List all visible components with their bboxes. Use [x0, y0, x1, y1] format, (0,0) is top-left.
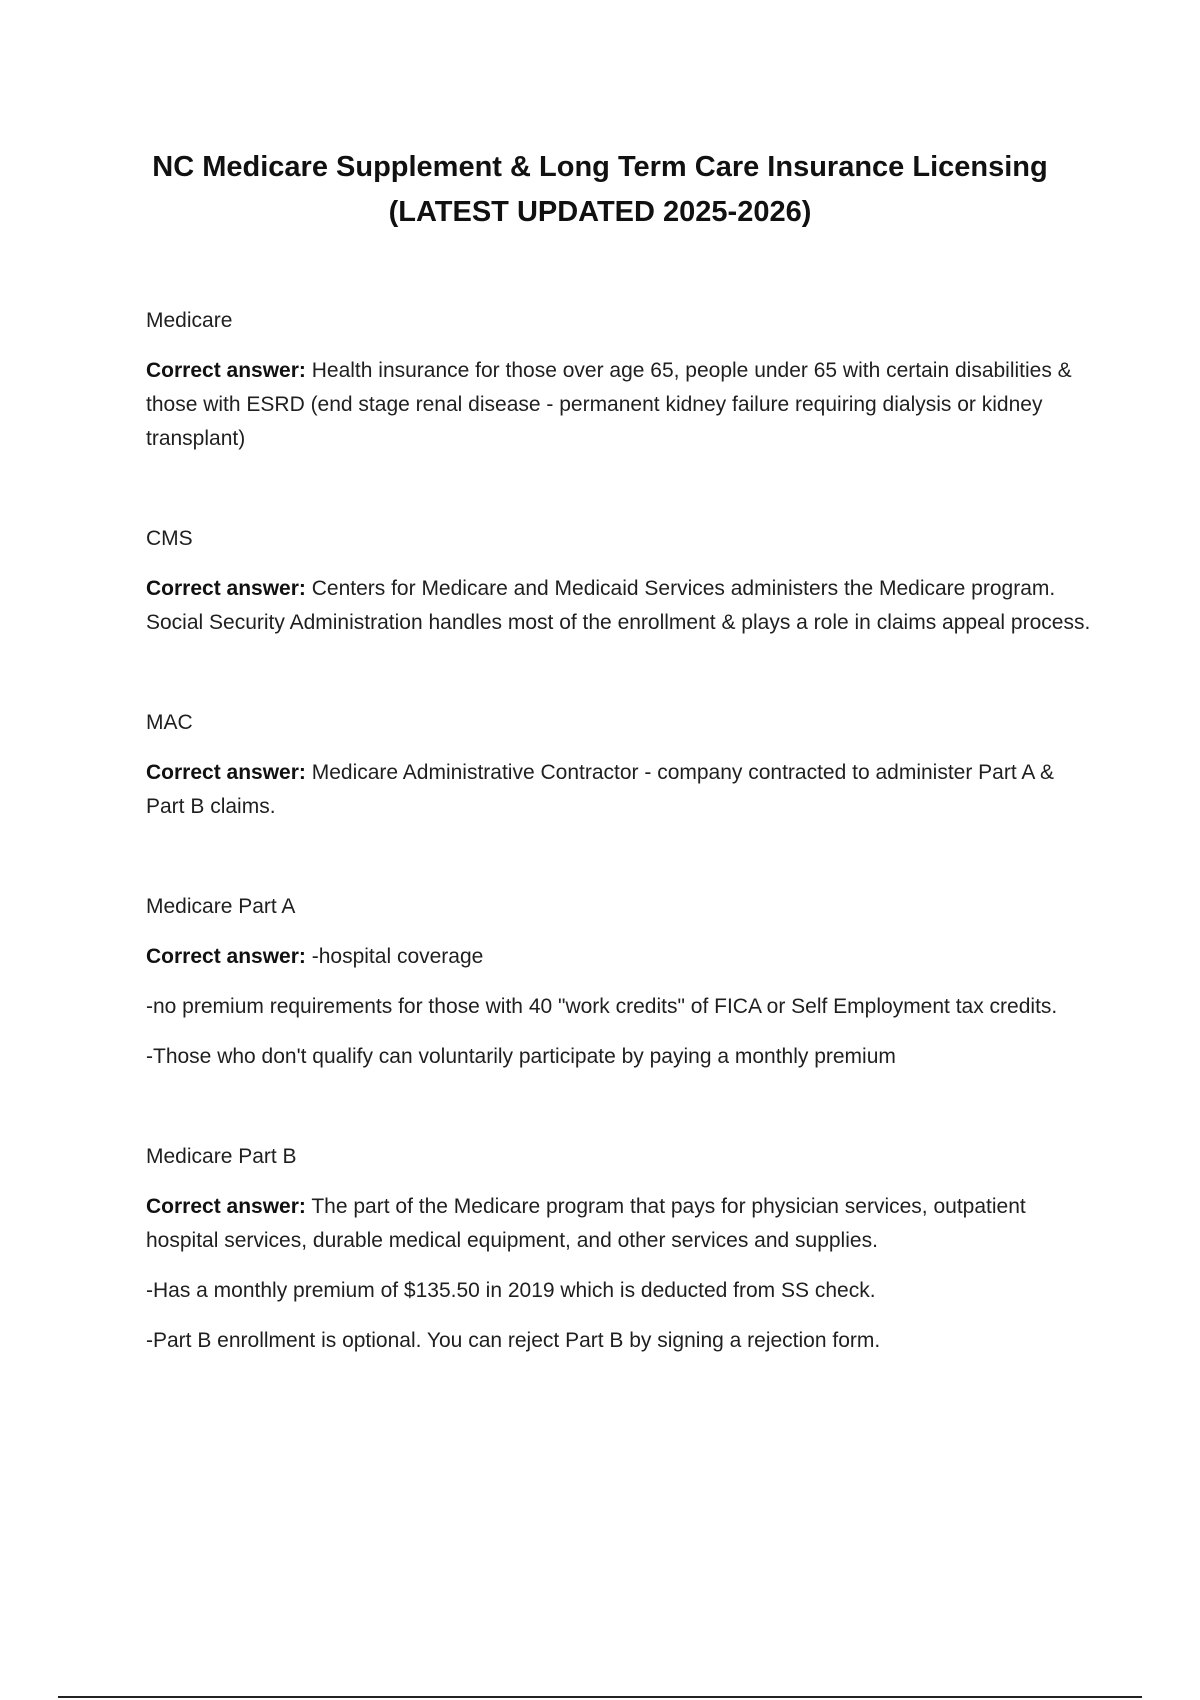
answer-paragraph	[146, 756, 1091, 824]
correct-answer-label: Correct answer:	[146, 359, 306, 382]
answer-text: Health insurance for those over age 65, people under 65 with certain disabilities & those with ESRD (end stage renal disease - permanent kidney failure requiring dialysis or kidney transplant)	[146, 359, 1072, 450]
answer-paragraph	[146, 354, 1091, 456]
answer-paragraph	[146, 940, 1091, 974]
qa-item-mac	[146, 706, 1091, 824]
question-term: Medicare Part A	[146, 895, 296, 918]
answer-paragraph: -Has a monthly premium of $135.50 in 2019 which is deducted from SS check.	[146, 1279, 876, 1302]
question-term: CMS	[146, 527, 193, 550]
correct-answer-label: Correct answer:	[146, 945, 306, 968]
qa-item-medicare-part-a	[146, 890, 1091, 1074]
footer-divider	[58, 1696, 1142, 1698]
answer-text: The part of the Medicare program that pays for physician services, outpatient hospital services, durable medical equipment, and other services and supplies.	[146, 1195, 1026, 1252]
qa-item-medicare	[146, 304, 1091, 456]
correct-answer-label: Correct answer:	[146, 577, 306, 600]
answer-text: Centers for Medicare and Medicaid Services administers the Medicare program. Social Security Administration handles most of the enrollment & plays a role in claims appeal process.	[146, 577, 1091, 634]
correct-answer-label: Correct answer:	[146, 761, 306, 784]
qa-item-medicare-part-b	[146, 1140, 1091, 1358]
answer-text: -hospital coverage	[311, 945, 484, 968]
question-term: Medicare	[146, 309, 233, 332]
question-term: Medicare Part B	[146, 1145, 297, 1168]
document-title	[80, 145, 1120, 235]
answer-paragraph	[146, 1190, 1091, 1258]
correct-answer-label: Correct answer:	[146, 1195, 306, 1218]
question-term: MAC	[146, 711, 193, 734]
title-line-1: NC Medicare Supplement & Long Term Care Insurance Licensing	[152, 151, 1048, 183]
answer-paragraph: -Those who don't qualify can voluntarily participate by paying a monthly premium	[146, 1045, 896, 1068]
answer-text: Medicare Administrative Contractor - company contracted to administer Part A & Part B claims.	[146, 761, 1055, 818]
answer-paragraph: -Part B enrollment is optional. You can reject Part B by signing a rejection form.	[146, 1329, 881, 1352]
qa-list	[146, 304, 1091, 1424]
answer-paragraph: -no premium requirements for those with 40 "work credits" of FICA or Self Employment tax credits.	[146, 995, 1058, 1018]
qa-item-cms	[146, 522, 1091, 640]
title-line-2: (LATEST UPDATED 2025-2026)	[388, 196, 812, 228]
answer-paragraph	[146, 572, 1091, 640]
